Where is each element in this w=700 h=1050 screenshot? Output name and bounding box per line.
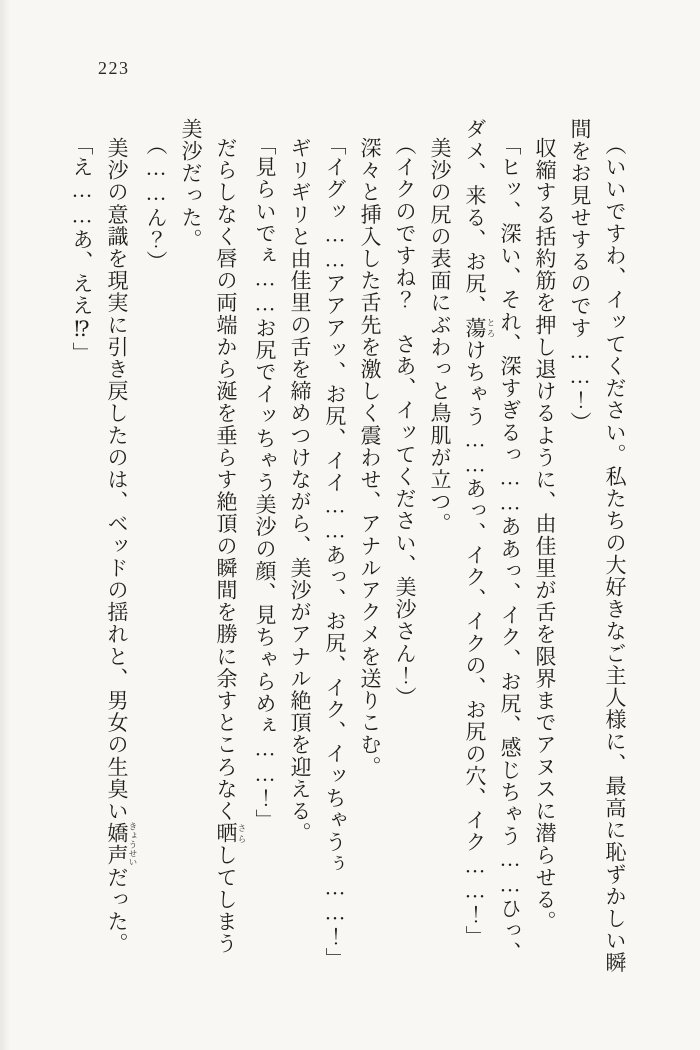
paragraph: だらしなく唇の両端から涎を垂らす絶頂の瞬間を勝に余すところなく晒 さらしてしまう美沙だった。 — [179, 118, 247, 955]
paragraph: 美沙の意識を現実に引き戻したのは、ベッドの揺れと、男女の生臭い嬌声 きょうせいだった。 — [105, 137, 138, 955]
paragraph: （イクのですね？ さあ、イッてください、美沙さん！） — [393, 134, 417, 709]
ruby-annotated-word: 蕩 とろ — [463, 316, 496, 340]
paragraph: （……ん？） — [144, 134, 168, 273]
paragraph: 「見らいでぇ……お尻でイッちゃう美沙の顔、見ちゃらめぇ……！」 — [253, 134, 277, 832]
ruby-annotated-word: 晒 さら — [214, 822, 247, 845]
paragraph: 「え……あ、ええ⁉」 — [70, 134, 94, 364]
paragraph: ギリギリと由佳里の舌を締めつけながら、美沙がアナル絶頂を迎える。 — [288, 137, 312, 845]
paragraph: 「イグッ……アアアッ、お尻、イイ……あっ、お尻、イク、イッちゃうぅ……！」 — [323, 134, 347, 970]
paragraph: 深々と挿入した舌先を激しく震わせ、アナルアクメを送りこむ。 — [358, 137, 382, 778]
paragraph: 収縮する括約筋を押し退けるように、由佳里が舌を限界までアヌスに潜らせる。 — [533, 137, 557, 933]
page-number: 223 — [98, 58, 130, 78]
paragraph: 美沙の尻の表面にぶわっと鳥肌が立つ。 — [428, 137, 452, 535]
ruby-annotated-word: 嬌声 きょうせい — [105, 822, 138, 867]
paragraph: （いいですわ、イッてください。私たちの大好きなご主人様に、最高に恥ずかしい瞬間をお見せするのです……！） — [568, 118, 627, 974]
paragraph: 「ヒッ、深い、それ、深すぎるっ……ああっ、イク、お尻、感じちゃう……ひっ、ダメ、来る、お尻、蕩 とろけちゃう……あっ、イク、イクの、お尻の穴、イク……！」 — [463, 118, 522, 964]
page-text — [66, 118, 632, 975]
